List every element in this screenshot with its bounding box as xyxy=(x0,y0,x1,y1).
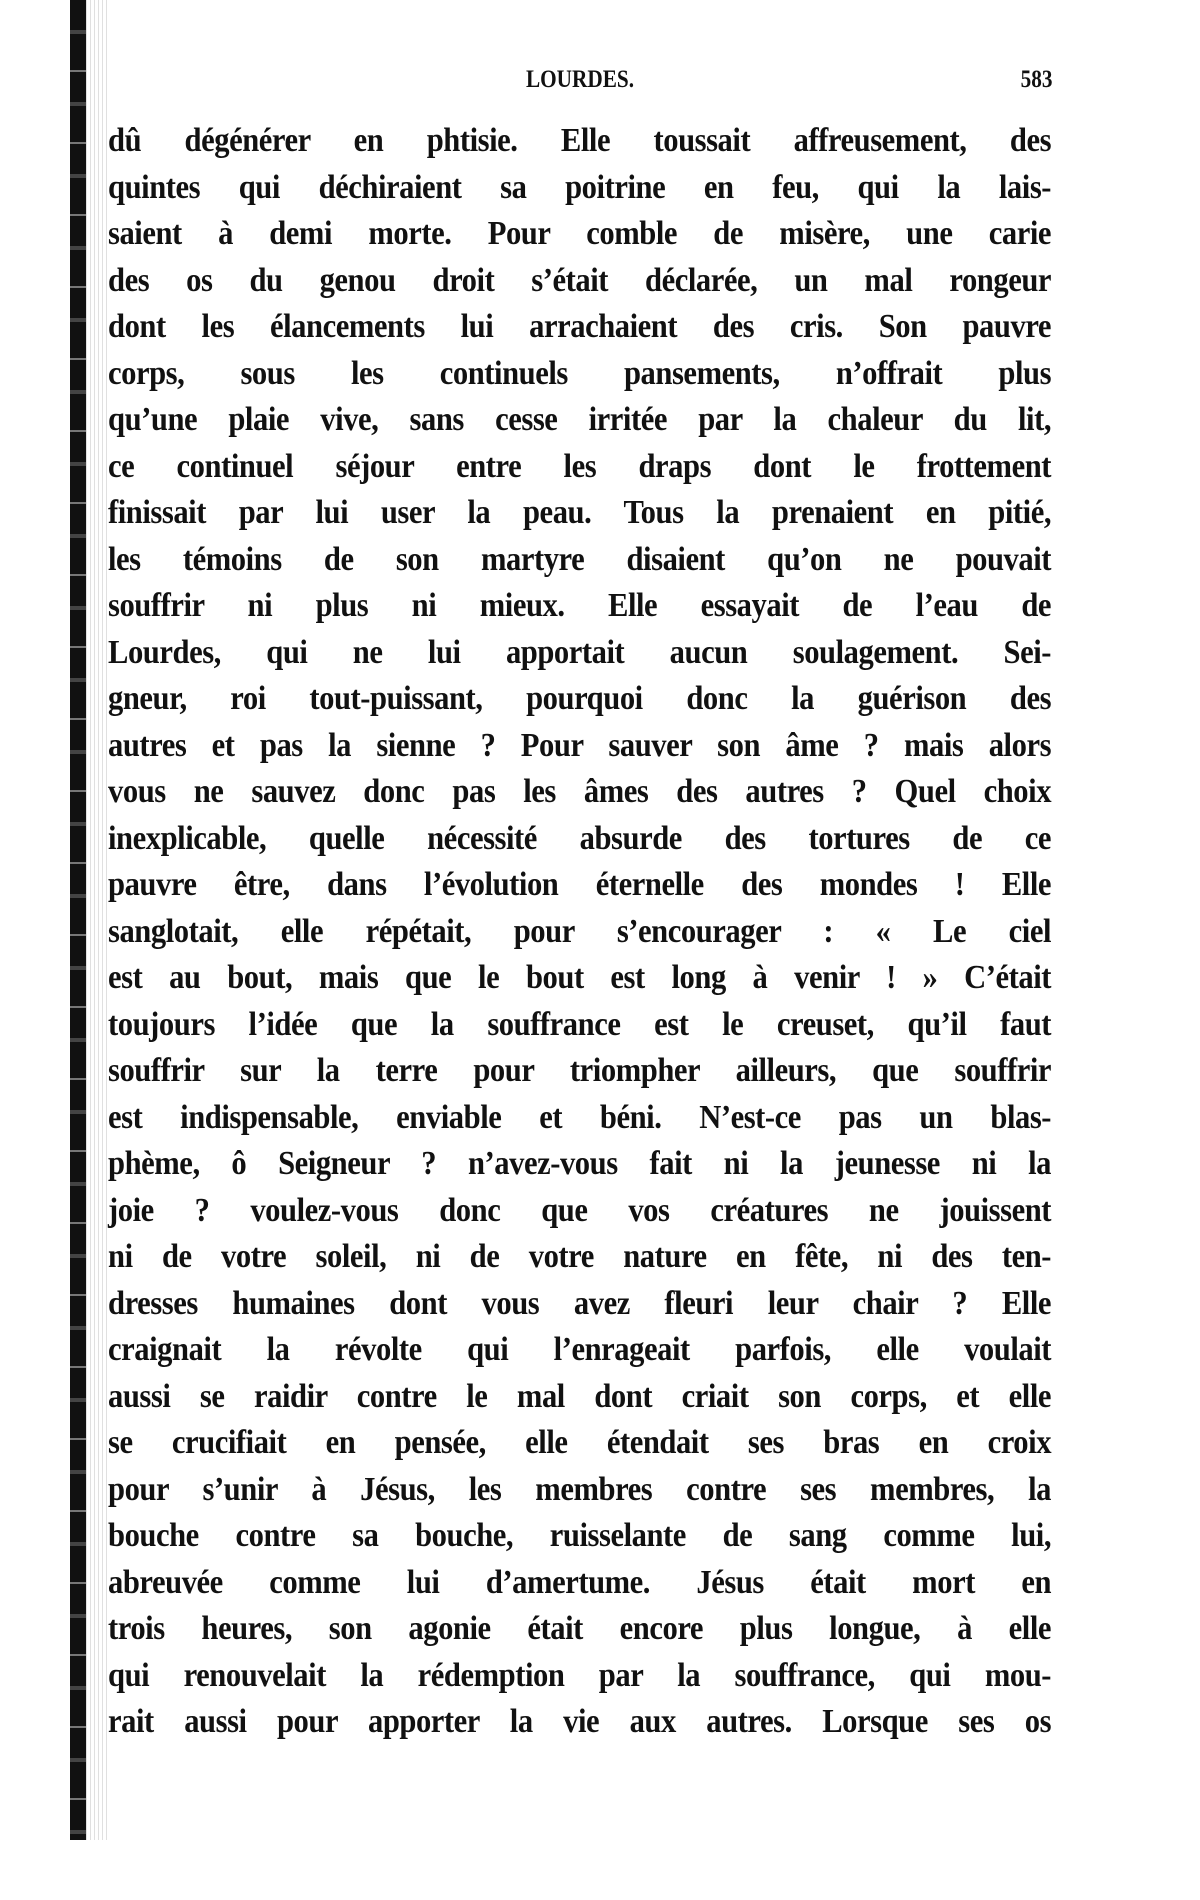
text-line xyxy=(108,1513,1052,1560)
text-line-content: les témoins de son martyre disaient qu’on ne pouvait xyxy=(108,540,1052,578)
text-line xyxy=(108,1653,1052,1700)
text-line-content: inexplicable, quelle nécessité absurde des tortures de ce xyxy=(108,819,1052,857)
text-line-content: souffrir ni plus ni mieux. Elle essayait de l’eau de xyxy=(108,587,1052,624)
text-line xyxy=(108,165,1052,212)
text-line-content: qu’une plaie vive, sans cesse irritée par la chaleur du lit, xyxy=(108,401,1052,438)
text-line xyxy=(108,630,1052,677)
text-line-content: est au bout, mais que le bout est long à venir ! » C’était xyxy=(108,959,1052,996)
page-header xyxy=(108,66,1052,106)
text-line-content: bouche contre sa bouche, ruisselante de sang comme lui, xyxy=(108,1517,1052,1554)
scan-margin-noise xyxy=(86,0,108,1840)
text-line-content: Lourdes, qui ne lui apportait aucun soulagement. Sei- xyxy=(108,633,1052,671)
text-line-content: trois heures, son agonie était encore plus longue, à elle xyxy=(108,1610,1052,1647)
text-line xyxy=(108,1374,1052,1421)
text-line-content: pauvre être, dans l’évolution éternelle des mondes ! Elle xyxy=(108,866,1052,903)
text-line-content: souffrir sur la terre pour triompher ailleurs, que souffrir xyxy=(108,1052,1052,1089)
text-line-content: dresses humaines dont vous avez fleuri leur chair ? Elle xyxy=(108,1284,1052,1322)
text-line-content: sanglotait, elle répétait, pour s’encourager : « Le ciel xyxy=(108,912,1052,950)
text-line xyxy=(108,723,1052,770)
text-line xyxy=(108,1420,1052,1467)
text-line-content: finissait par lui user la peau. Tous la prenaient en pitié, xyxy=(108,494,1052,531)
running-title: LOURDES. xyxy=(525,66,635,93)
text-line xyxy=(108,1048,1052,1095)
text-line-content: rait aussi pour apporter la vie aux autres. Lorsque ses os xyxy=(108,1703,1052,1740)
text-line-content: est indispensable, enviable et béni. N’est-ce pas un blas- xyxy=(108,1098,1052,1136)
text-line xyxy=(108,583,1052,630)
book-binding-edge xyxy=(70,0,86,1840)
text-line xyxy=(108,1002,1052,1049)
text-line-content: ce continuel séjour entre les draps dont le frottement xyxy=(108,447,1052,485)
text-line-content: joie ? voulez-vous donc que vos créatures ne jouissent xyxy=(108,1191,1052,1229)
text-line xyxy=(108,1141,1052,1188)
text-line xyxy=(108,444,1052,491)
text-line xyxy=(108,1560,1052,1607)
text-line xyxy=(108,1699,1052,1746)
text-line xyxy=(108,258,1052,305)
text-line-content: autres et pas la sienne ? Pour sauver son âme ? mais alors xyxy=(108,726,1052,764)
text-line xyxy=(108,676,1052,723)
text-line-content: se crucifiait en pensée, elle étendait ses bras en croix xyxy=(108,1424,1052,1461)
text-line xyxy=(108,1095,1052,1142)
text-line-content: abreuvée comme lui d’amertume. Jésus était mort en xyxy=(108,1563,1052,1601)
text-line xyxy=(108,1327,1052,1374)
text-line-content: ni de votre soleil, ni de votre nature en fête, ni des ten- xyxy=(108,1238,1052,1275)
text-line xyxy=(108,1188,1052,1235)
text-line xyxy=(108,862,1052,909)
text-line-content: gneur, roi tout-puissant, pourquoi donc la guérison des xyxy=(108,680,1052,717)
text-line xyxy=(108,537,1052,584)
text-line-content: toujours l’idée que la souffrance est le creuset, qu’il faut xyxy=(108,1005,1052,1043)
text-line xyxy=(108,1606,1052,1653)
text-line xyxy=(108,304,1052,351)
text-line xyxy=(108,1467,1052,1514)
text-line-content: dû dégénérer en phtisie. Elle toussait affreusement, des xyxy=(108,122,1052,159)
text-line xyxy=(108,397,1052,444)
page-body-text xyxy=(108,118,1052,1746)
text-line-content: dont les élancements lui arrachaient des cris. Son pauvre xyxy=(108,308,1052,345)
text-line xyxy=(108,118,1052,165)
text-line xyxy=(108,211,1052,258)
text-line-content: aussi se raidir contre le mal dont criait son corps, et elle xyxy=(108,1377,1052,1415)
text-line-content: phème, ô Seigneur ? n’avez-vous fait ni la jeunesse ni la xyxy=(108,1145,1052,1182)
text-line xyxy=(108,909,1052,956)
text-line-content: qui renouvelait la rédemption par la souffrance, qui mou- xyxy=(108,1656,1052,1694)
text-line-content: corps, sous les continuels pansements, n’offrait plus xyxy=(108,354,1052,392)
text-line xyxy=(108,1281,1052,1328)
text-line xyxy=(108,490,1052,537)
text-line xyxy=(108,351,1052,398)
text-line xyxy=(108,816,1052,863)
text-line xyxy=(108,769,1052,816)
text-line-content: pour s’unir à Jésus, les membres contre ses membres, la xyxy=(108,1470,1052,1508)
text-line-content: craignait la révolte qui l’enrageait parfois, elle voulait xyxy=(108,1331,1052,1368)
text-line xyxy=(108,955,1052,1002)
text-line-content: des os du genou droit s’était déclarée, un mal rongeur xyxy=(108,261,1052,299)
text-line-content: saient à demi morte. Pour comble de misère, une carie xyxy=(108,215,1052,252)
text-line xyxy=(108,1234,1052,1281)
page-number: 583 xyxy=(1020,66,1052,93)
text-line-content: quintes qui déchiraient sa poitrine en feu, qui la lais- xyxy=(108,168,1052,206)
text-line-content: vous ne sauvez donc pas les âmes des autres ? Quel choix xyxy=(108,773,1052,810)
